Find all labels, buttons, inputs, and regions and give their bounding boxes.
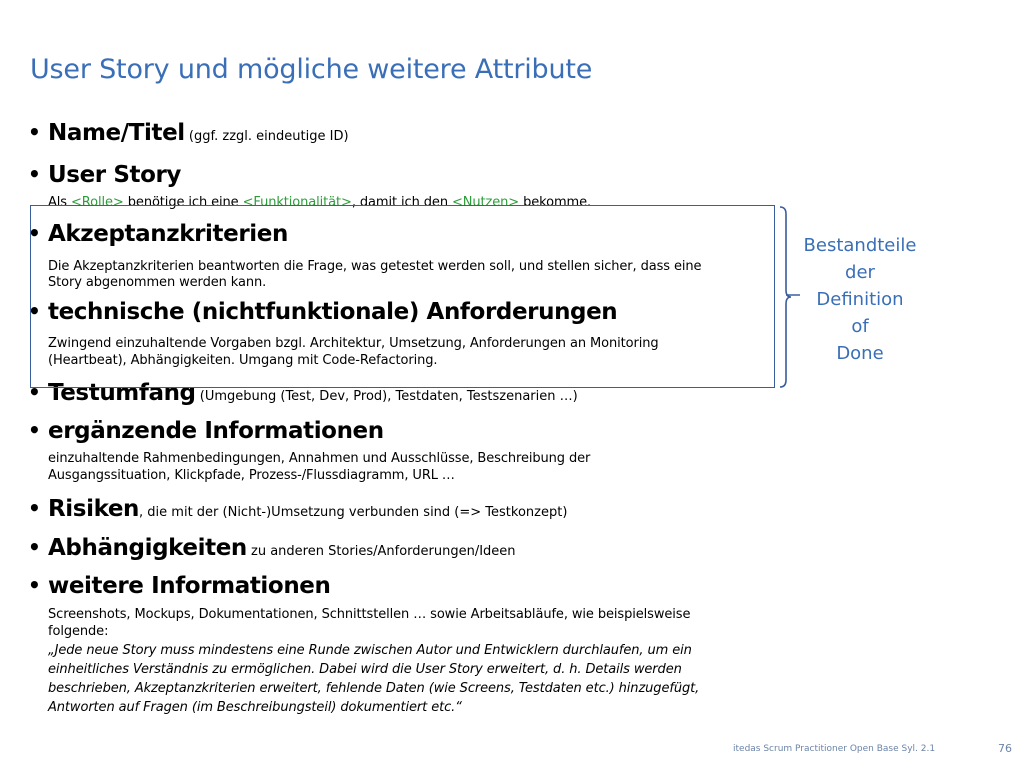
userstory-text: bekomme. (519, 195, 592, 210)
page-number: 76 (998, 742, 1012, 755)
userstory-text: Als (48, 195, 72, 210)
item-risiken-note: , die mit der (Nicht-)Umsetzung verbunden sind (=> Testkonzept) (139, 505, 568, 520)
userstory-text: benötige ich eine (123, 195, 243, 210)
bullet-icon: • (28, 380, 41, 404)
bullet-icon: • (28, 573, 41, 597)
bullet-icon: • (28, 535, 41, 559)
item-userstory-label: User Story (48, 162, 182, 188)
userstory-text: , damit ich den (351, 195, 452, 210)
item-technisch-label: technische (nichtfunktionale) Anforderungen (48, 299, 618, 325)
dod-line: of (851, 316, 869, 337)
akzeptanz-line1: Die Akzeptanzkriterien beantworten die Frage, was getestet werden soll, und stellen sicher, dass eine (48, 259, 702, 274)
definition-of-done-label (800, 232, 920, 367)
technisch-line2: (Heartbeat), Abhängigkeiten. Umgang mit Code-Refactoring. (48, 353, 438, 368)
item-akzeptanz-label: Akzeptanzkriterien (48, 221, 288, 247)
item-ergaenzend-label: ergänzende Informationen (48, 418, 384, 444)
item-weitere-label: weitere Informationen (48, 573, 331, 599)
item-name-note: (ggf. zzgl. eindeutige ID) (184, 129, 349, 144)
footer-text: itedas Scrum Practitioner Open Base Syl. 2.1 (733, 744, 936, 754)
connector-line (786, 293, 800, 297)
item-name-label: Name/Titel (48, 120, 185, 146)
definition-of-done-frame (30, 205, 775, 388)
dod-line: der (845, 262, 875, 283)
role-placeholder: <Rolle> (71, 195, 124, 210)
item-testumfang-label: Testumfang (48, 380, 196, 406)
bullet-icon: • (28, 418, 41, 442)
bullet-icon: • (28, 496, 41, 520)
weitere-quote4: Antworten auf Fragen (im Beschreibungsteil) dokumentiert etc.“ (48, 700, 462, 715)
dod-line: Definition (816, 289, 904, 310)
weitere-quote1: „Jede neue Story muss mindestens eine Runde zwischen Autor und Entwicklern durchlaufen, um ein (48, 643, 692, 658)
slide-title: User Story und mögliche weitere Attribute (30, 54, 593, 85)
dod-line: Bestandteile (803, 235, 917, 256)
bullet-icon: • (28, 221, 41, 245)
weitere-line2: folgende: (48, 624, 109, 639)
bullet-icon: • (28, 299, 41, 323)
bullet-icon: • (28, 162, 41, 186)
weitere-quote2: einheitliches Verständnis zu ermöglichen. Dabei wird die User Story erweitert, d. h. Details werden (48, 662, 682, 677)
dod-line: Done (836, 343, 884, 364)
benefit-placeholder: <Nutzen> (451, 195, 520, 210)
curly-brace-icon (778, 206, 792, 388)
ergaenzend-line2: Ausgangssituation, Klickpfade, Prozess-/Flussdiagramm, URL … (48, 468, 455, 483)
weitere-quote3: beschrieben, Akzeptanzkriterien erweitert, fehlende Daten (wie Screens, Testdaten etc.) hinzugefügt, (48, 681, 700, 696)
item-testumfang-note: (Umgebung (Test, Dev, Prod), Testdaten, Testszenarien …) (195, 389, 578, 404)
ergaenzend-line1: einzuhaltende Rahmenbedingungen, Annahmen und Ausschlüsse, Beschreibung der (48, 451, 591, 466)
function-placeholder: <Funktionalität> (242, 195, 352, 210)
item-risiken-label: Risiken (48, 496, 140, 522)
technisch-line1: Zwingend einzuhaltende Vorgaben bzgl. Architektur, Umsetzung, Anforderungen an Monitoring (48, 336, 659, 351)
item-abhaengig-label: Abhängigkeiten (48, 535, 247, 561)
item-abhaengig-note: zu anderen Stories/Anforderungen/Ideen (246, 544, 516, 559)
bullet-icon: • (28, 120, 41, 144)
akzeptanz-line2: Story abgenommen werden kann. (48, 275, 267, 290)
weitere-line1: Screenshots, Mockups, Dokumentationen, Schnittstellen … sowie Arbeitsabläufe, wie beispielsweise (48, 607, 691, 622)
